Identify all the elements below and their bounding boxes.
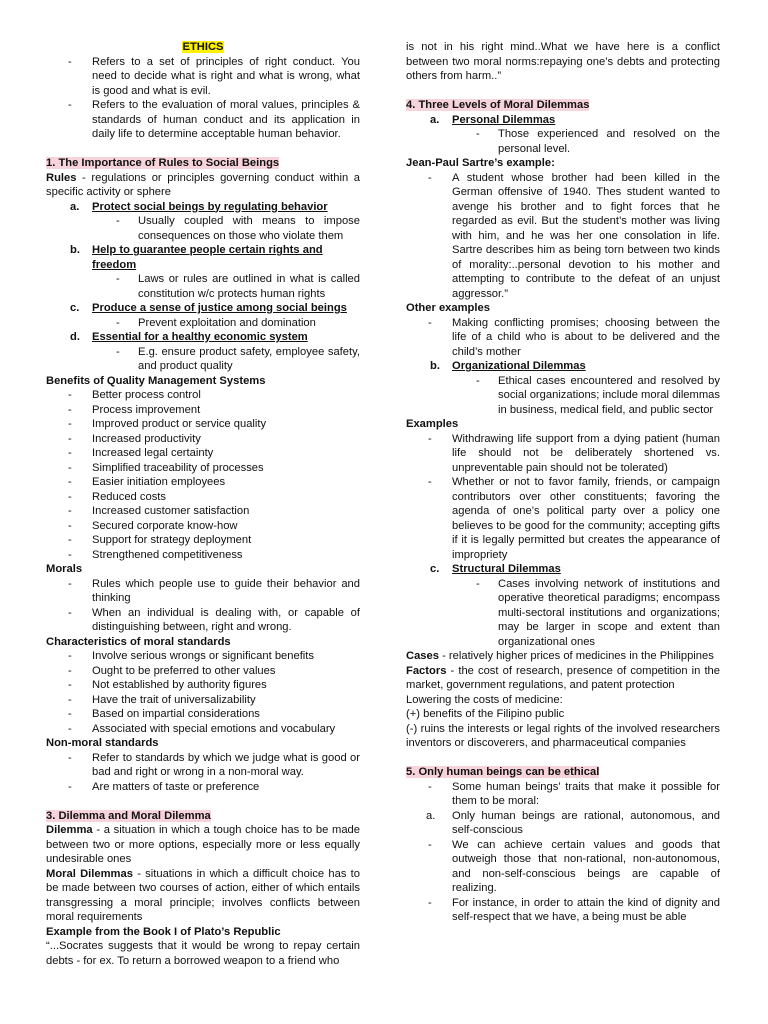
list-item: - Refer to standards by which we judge what is good or bad and right or wrong in a non-moral way. xyxy=(68,751,360,778)
examples-heading: Examples xyxy=(406,418,459,430)
list-item: - Whether or not to favor family, friends, or campaign contributors over other constituents; favoring the agenda of one’s political party over a policy one believes to be good for the community; accepting gifts if it is legally permitted but creates the appearance of impropriety xyxy=(428,476,720,561)
list-item: - Based on impartial considerations xyxy=(68,708,260,720)
moral-dilemma-definition: Moral Dilemmas - situations in which a difficult choice has to be made between two courses of action, either of which entails transgressing a moral principle; involves conflicts between moral requirements xyxy=(46,867,360,923)
list-item: - Increased productivity xyxy=(68,432,201,445)
cases-line: Cases - relatively higher prices of medicines in the Philippines xyxy=(406,650,714,662)
list-item: - Ought to be preferred to other values xyxy=(68,664,276,677)
list-item: - Withdrawing life support from a dying patient (human life should not be deliberately shortened vs. unpreventable pain should not be tolerated) xyxy=(428,432,720,474)
list-item: - Prevent exploitation and domination xyxy=(116,316,316,329)
organizational-dilemmas-label: b. Organizational Dilemmas xyxy=(430,360,586,372)
other-examples-heading: Other examples xyxy=(406,302,490,314)
list-item: - Easier initiation employees xyxy=(68,476,226,488)
drawback-line: (-) ruins the interests or legal rights of the involved researchers inventors or discoverers, and pharmaceutical companies xyxy=(406,722,720,749)
list-item: - Rules which people use to guide their behavior and thinking xyxy=(68,577,360,604)
non-moral-heading: Non-moral standards xyxy=(46,737,159,749)
rules-item-d: d. Essential for a healthy economic system xyxy=(70,331,308,343)
left-column xyxy=(46,40,360,968)
right-column xyxy=(406,40,720,925)
list-item: - Cases involving network of institutions and operative theoretical paradigms; encompass multi-sectoral institutions and organizations; may be larger in scope and extent than organizational ones xyxy=(476,577,720,648)
section-heading: 5. Only human beings can be ethical xyxy=(406,766,600,778)
section-heading: 4. Three Levels of Moral Dilemmas xyxy=(406,99,590,111)
list-item: - When an individual is dealing with, or capable of distinguishing between, right and wrong. xyxy=(68,606,360,633)
list-item: - Improved product or service quality xyxy=(68,418,267,430)
personal-dilemmas-label: a. Personal Dilemmas xyxy=(430,113,556,126)
qms-list xyxy=(46,388,360,562)
structural-dilemmas-label: c. Structural Dilemmas xyxy=(430,563,561,575)
list-item: - Process improvement xyxy=(68,403,201,416)
benefit-line: (+) benefits of the Filipino public xyxy=(406,708,565,720)
section-heading: 1. The Importance of Rules to Social Beings xyxy=(46,157,280,169)
list-item: - Some human beings’ traits that make it possible for them to be moral: xyxy=(428,780,720,807)
plato-quote: “...Socrates suggests that it would be wrong to repay certain debts - for ex. To return a borrowed weapon to a friend who xyxy=(46,940,360,967)
list-item: - A student whose brother had been killed in the German offensive of 1940. Thes student wanted to avenge his brother and to fight forces that he regarded as evil. But the student’s mother was living with him, and he was her one consolation in life. Sartre describes him as being torn between two kinds of morality:..personal devotion to his mother and attempting to contribute to the defeat of an unjust aggressor.” xyxy=(428,171,720,300)
characteristics-heading: Characteristics of moral standards xyxy=(46,635,231,648)
list-item: - Increased customer satisfaction xyxy=(68,505,250,517)
list-item: - Secured corporate know-how xyxy=(68,519,238,532)
list-item: - Refers to the evaluation of moral values, principles & standards of human conduct and its application in daily life to determine acceptable human behavior. xyxy=(68,99,360,140)
rules-item-c: c. Produce a sense of justice among social beings xyxy=(70,302,347,314)
list-item: - Not established by authority figures xyxy=(68,679,267,691)
list-item: - E.g. ensure product safety, employee safety, and product quality xyxy=(116,345,360,372)
section-heading: 3. Dilemma and Moral Dilemma xyxy=(46,809,211,822)
list-item: - Simplified traceability of processes xyxy=(68,461,264,474)
list-item: - Those experienced and resolved on the personal level. xyxy=(476,128,720,155)
list-item: - Associated with special emotions and vocabulary xyxy=(68,722,336,735)
list-item: - Have the trait of universalizability xyxy=(68,693,256,706)
list-item: - Support for strategy deployment xyxy=(68,534,252,546)
dilemma-definition: Dilemma - a situation in which a tough choice has to be made between two or more options, especially more or less equally undesirable ones xyxy=(46,824,360,865)
list-item: - For instance, in order to attain the kind of dignity and self-respect that we have, a being must be able xyxy=(428,896,720,923)
plato-heading: Example from the Book I of Plato’s Republic xyxy=(46,925,281,938)
lowering-costs-line: Lowering the costs of medicine: xyxy=(406,693,563,706)
list-item: - Making conflicting promises; choosing between the life of a child who is about to be delivered and the child’s mother xyxy=(428,316,720,358)
rules-definition: Rules - regulations or principles governing conduct within a specific activity or sphere xyxy=(46,171,360,198)
list-item: - Refers to a set of principles of right conduct. You need to decide what is right and what is wrong, what is good and what is evil. xyxy=(68,55,360,97)
list-item: - Ethical cases encountered and resolved by social organizations; include moral dilemmas in business, medical field, and public sector xyxy=(476,374,720,416)
qms-heading: Benefits of Quality Management Systems xyxy=(46,374,266,387)
rules-item-b: b. Help to guarantee people certain rights and freedom xyxy=(70,244,323,271)
list-item: - Usually coupled with means to impose consequences on those who violate them xyxy=(116,215,360,242)
sartre-heading: Jean-Paul Sartre’s example: xyxy=(406,157,555,169)
list-item: - Are matters of taste or preference xyxy=(68,780,260,793)
rules-item-a: a. Protect social beings by regulating behavior xyxy=(70,200,328,213)
list-item: - Reduced costs xyxy=(68,490,167,503)
list-item: - Better process control xyxy=(68,389,201,401)
list-item: - Strengthened competitiveness xyxy=(68,548,243,561)
list-item: a. Only human beings are rational, autonomous, and self-conscious xyxy=(426,809,720,836)
plato-quote-continued: is not in his right mind..What we have here is a conflict between two moral norms:repaying one’s debts and protecting others from harm..” xyxy=(406,41,720,82)
list-item: - We can achieve certain values and goods that outweigh those that non-rational, non-autonomous, and non-self-conscious beings are capable of realizing. xyxy=(428,838,720,894)
list-item: - Laws or rules are outlined in what is called constitution w/c protects human rights xyxy=(116,273,360,300)
morals-heading: Morals xyxy=(46,563,83,575)
page-title: ETHICS xyxy=(182,41,224,53)
list-item: - Increased legal certainty xyxy=(68,447,214,459)
factors-line: Factors - the cost of research, presence of competition in the market, government regulations, and patent protection xyxy=(406,664,720,691)
list-item: - Involve serious wrongs or significant benefits xyxy=(68,650,314,662)
